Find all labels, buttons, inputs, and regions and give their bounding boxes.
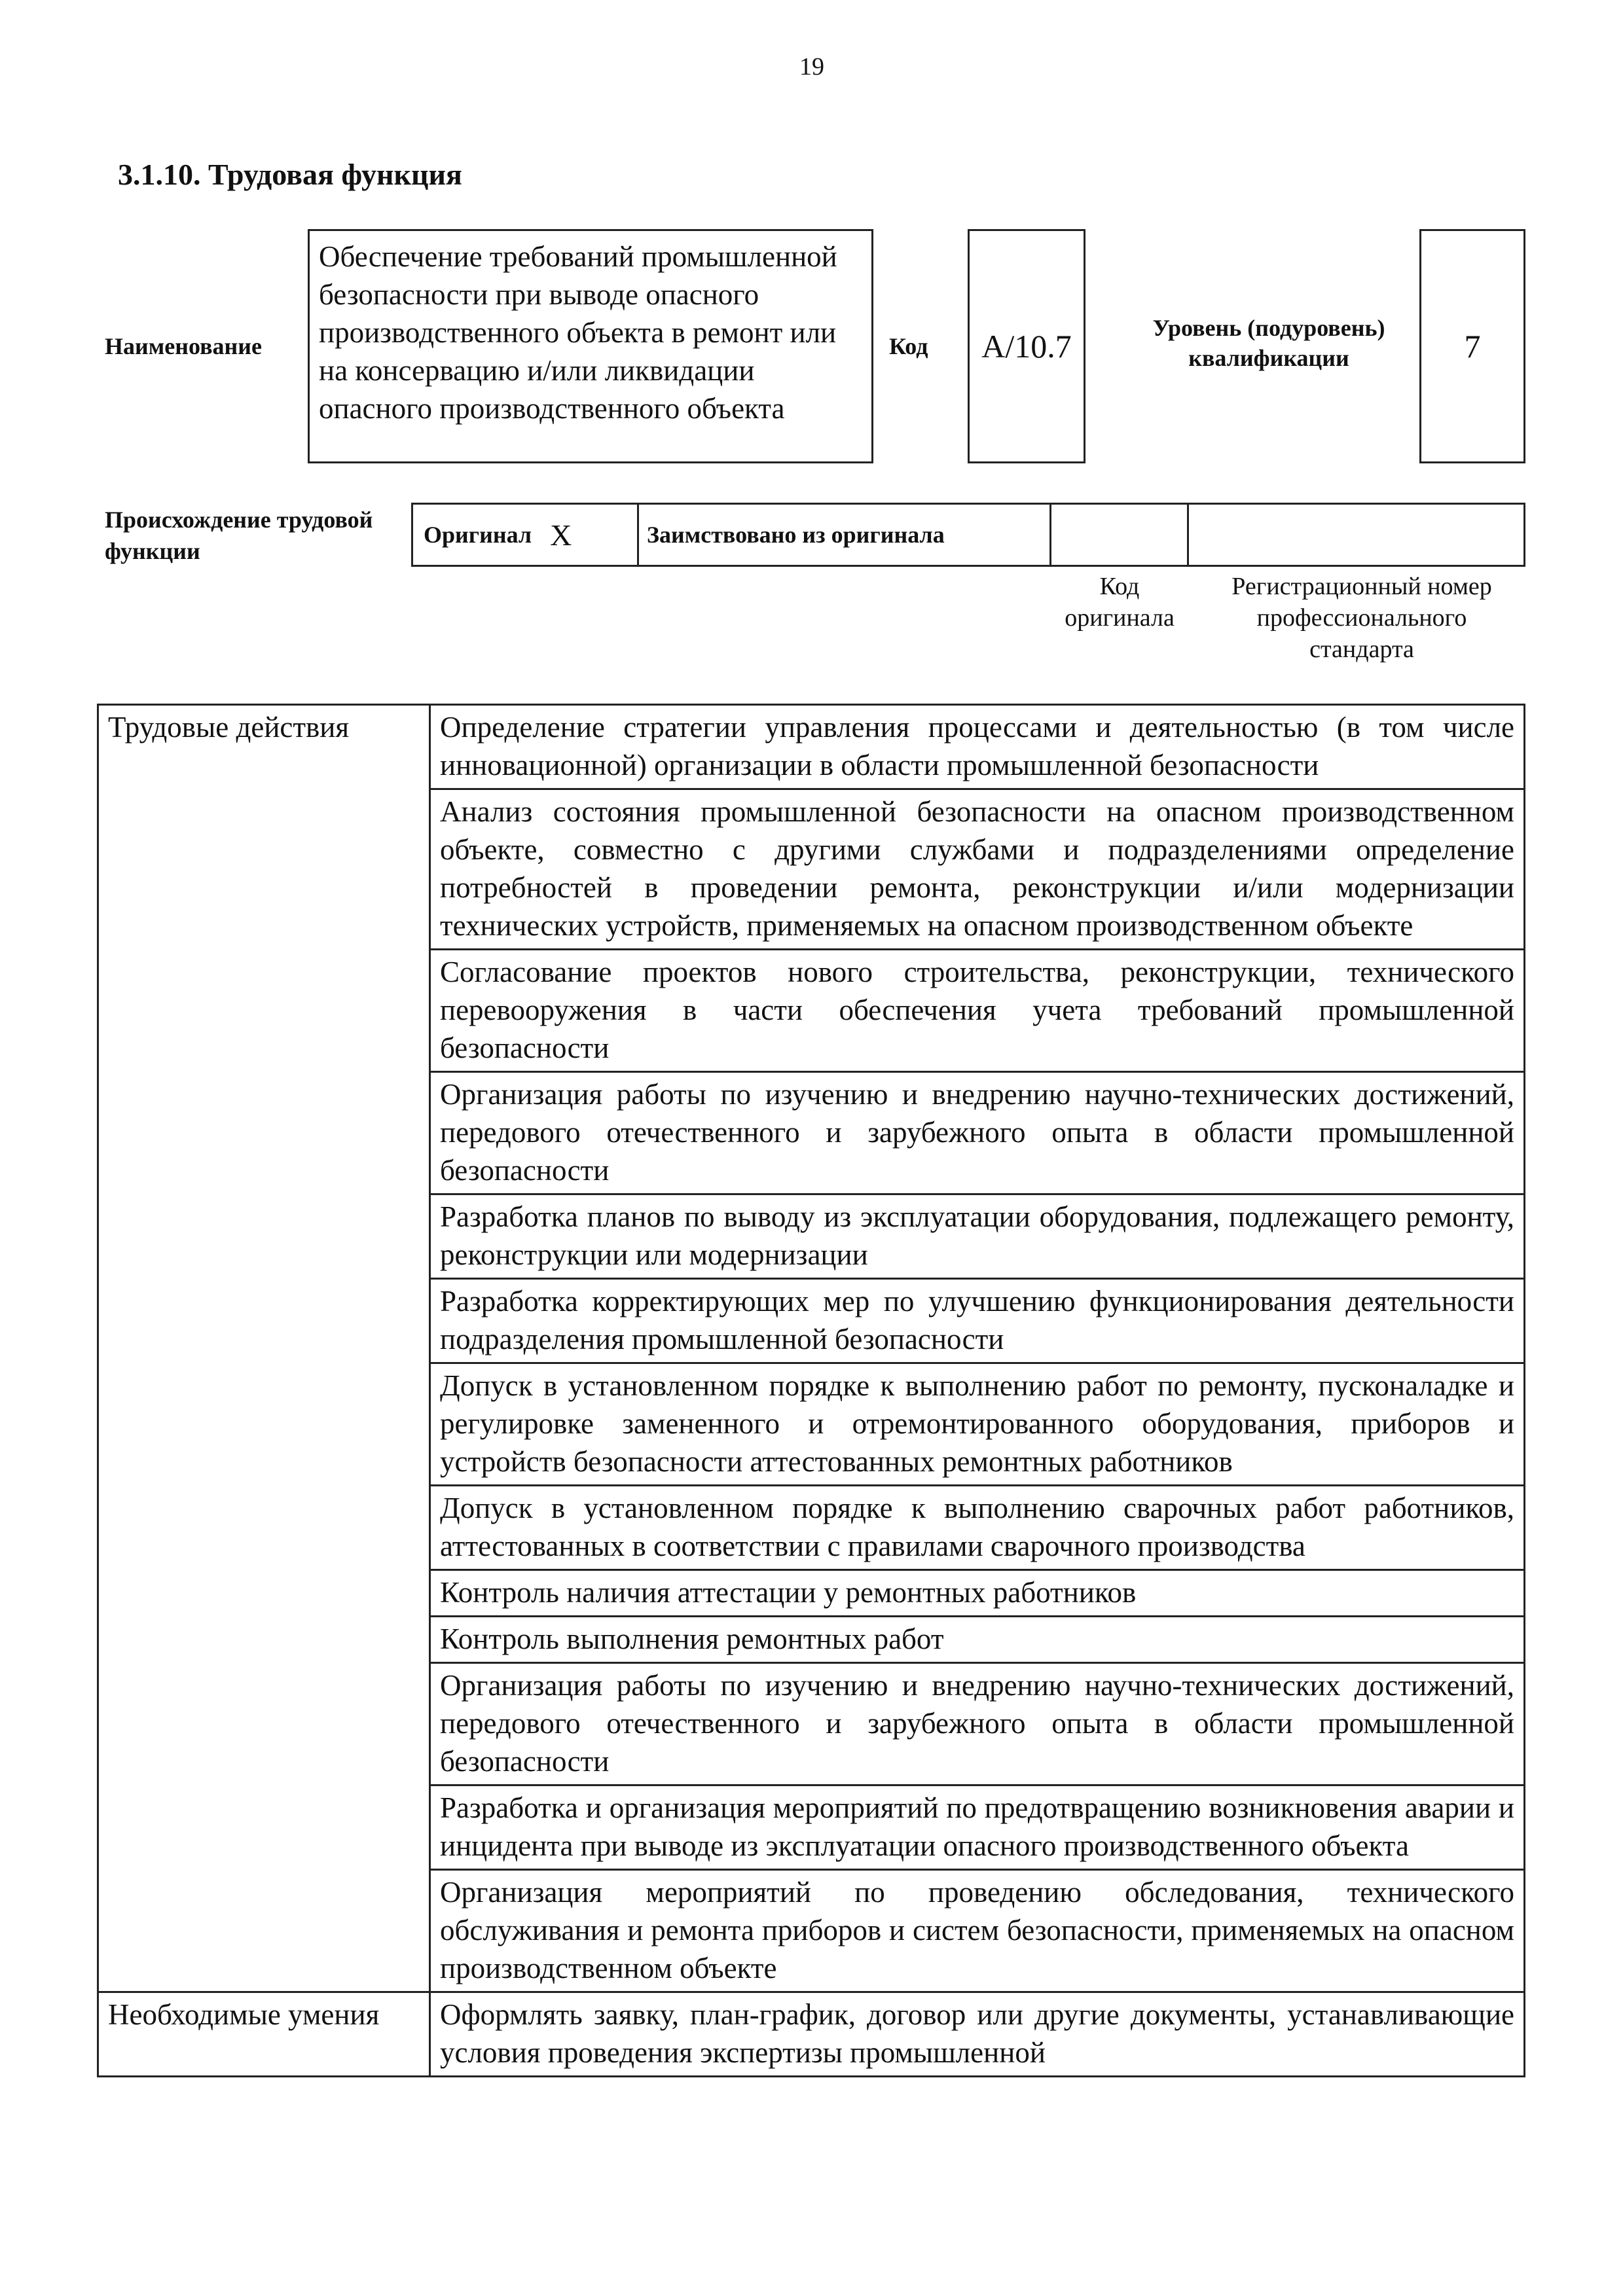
name-label: Наименование: [105, 333, 262, 359]
labor-action-item: Разработка и организация мероприятий по предотвращению возникновения аварии и инцидента при выводе из эксплуатации опасного производственного объекта: [430, 1785, 1525, 1870]
level-box: 7: [1419, 229, 1525, 463]
section-title: 3.1.10. Трудовая функция: [118, 158, 462, 191]
labor-actions-header: Трудовые действия: [98, 705, 430, 1992]
origin-row: [411, 503, 1525, 567]
labor-actions-table: [97, 704, 1525, 2077]
origin-reg-caption: Регистрационный номер профессионального стандарта: [1231, 573, 1492, 663]
labor-action-item: Организация работы по изучению и внедрению научно-технических достижений, передового отечественного и зарубежного опыта в области промышленной безопасности: [430, 1663, 1525, 1785]
original-cell: [413, 505, 639, 565]
borrowed-label: Заимствовано из оригинала: [647, 522, 945, 548]
origin-label-text: Происхождение трудовой функции: [105, 507, 373, 564]
table-row: [98, 705, 1525, 789]
labor-action-item: Определение стратегии управления процессами и деятельностью (в том числе инновационной) организации в области промышленной безопасности: [430, 705, 1525, 789]
function-code-box: A/10.7: [968, 229, 1085, 463]
labor-action-item: Согласование проектов нового строительства, реконструкции, технического перевооружения в части обеспечения учета требований промышленной безопасности: [430, 950, 1525, 1072]
level-label: Уровень (подуровень) квалификации: [1152, 315, 1385, 371]
borrowed-cell: [639, 505, 1051, 565]
labor-action-item: Разработка корректирующих мер по улучшению функционирования деятельности подразделения промышленной безопасности: [430, 1279, 1525, 1363]
origin-reg-cell: [1189, 505, 1523, 565]
labor-action-item: Допуск в установленном порядке к выполнению работ по ремонту, пусконаладке и регулировке замененного и отремонтированного оборудования, приборов и устройств безопасности аттестованных ремонтных работников: [430, 1363, 1525, 1486]
skill-item: Оформлять заявку, план-график, договор или другие документы, устанавливающие условия проведения экспертизы промышленной: [430, 1992, 1525, 2077]
code-label: Код: [889, 333, 928, 359]
page-number: 19: [799, 53, 824, 81]
labor-action-item: Разработка планов по выводу из эксплуатации оборудования, подлежащего ремонту, реконструкции или модернизации: [430, 1194, 1525, 1279]
origin-label: [105, 504, 412, 567]
skills-header: Необходимые умения: [98, 1992, 430, 2077]
origin-code-cell: [1051, 505, 1189, 565]
labor-action-item: Анализ состояния промышленной безопасности на опасном производственном объекте, совместно с другими службами и подразделениями определение потребностей в проведении ремонта, реконструкции и/или модернизации технических устройств, применяемых на опасном производственном объекте: [430, 789, 1525, 950]
labor-action-item: Контроль наличия аттестации у ремонтных работников: [430, 1570, 1525, 1617]
labor-action-item: Контроль выполнения ремонтных работ: [430, 1617, 1525, 1663]
origin-code-caption: Код оригинала: [1065, 573, 1175, 632]
original-mark: X: [550, 518, 572, 552]
labor-action-item: Организация мероприятий по проведению обследования, технического обслуживания и ремонта приборов и систем безопасности, применяемых на опасном производственном объекте: [430, 1870, 1525, 1992]
function-name-box: Обеспечение требований промышленной безопасности при выводе опасного производственного объекта в ремонт или на консервацию и/или ликвидации опасного производственного объекта: [308, 229, 873, 463]
labor-action-item: Допуск в установленном порядке к выполнению сварочных работ работников, аттестованных в соответствии с правилами сварочного производства: [430, 1486, 1525, 1570]
original-label: Оригинал: [424, 522, 532, 548]
table-row: [98, 1992, 1525, 2077]
labor-action-item: Организация работы по изучению и внедрению научно-технических достижений, передового отечественного и зарубежного опыта в области промышленной безопасности: [430, 1072, 1525, 1194]
